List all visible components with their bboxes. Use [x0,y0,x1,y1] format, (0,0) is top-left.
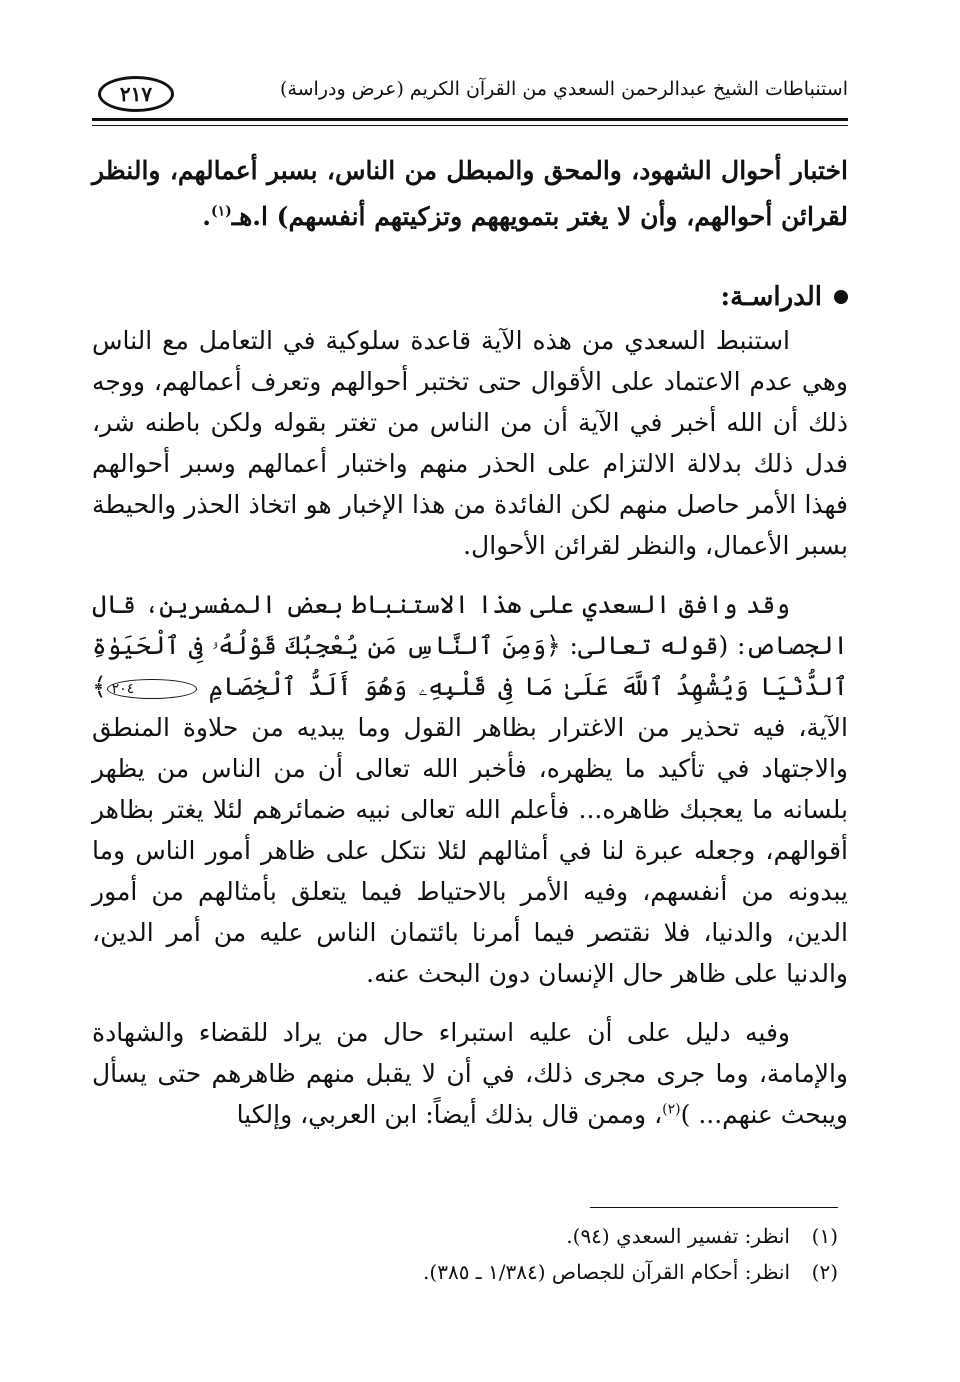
footnote-number: (٢) [811,1260,838,1284]
section-heading [92,274,848,320]
intro-paragraph [92,148,848,240]
footnote-2 [92,1254,838,1290]
intro-end: . [202,202,211,231]
intro-text: اختبار أحوال الشهود، والمحق والمبطل من الناس، بسبر أعمالهم، والنظر لقرائن أحوالهم، وأن لا يغتر بتمويههم وتزكيتهم أنفسهم) ا.هـ [92,156,848,231]
ayah-number-icon: ٢٠٤ [107,679,198,699]
footnote-separator [590,1207,838,1208]
spacer [92,566,848,584]
section-heading-text: الدراسـة: [720,282,822,312]
paragraph-3 [92,1012,848,1135]
main-text [92,148,848,1135]
paragraph-1: استنبط السعدي من هذه الآية قاعدة سلوكية في التعامل مع الناس وهي عدم الاعتماد على الأقوال حتى تختبر أحوالهم وتعرف أعمالهم، ووجه ذلك أن الله أخبر في الآية أن من الناس من تغتر بقوله ولكن باطنه شر، فدل ذلك بدلالة الالتزام على الحذر منهم واختبار أعمالهم وسبر أحوالهم فهذا الأمر حاصل منهم لكن الفائدة من هذا الإخبار هو اتخاذ الحذر والحيطة بسبر الأعمال، والنظر لقرائن الأحوال. [92,326,848,560]
running-title: استنباطات الشيخ عبدالرحمن السعدي من القرآن الكريم (عرض ودراسة) [280,78,848,100]
paragraph-3-body: وفيه دليل على أن عليه استبراء حال من يراد للقضاء والشهادة والإمامة، وما جرى مجرى ذلك، في أن لا يقبل منهم ظاهرهم حتى يسأل ويبحث عنهم... ) [92,1018,848,1129]
footnote-ref-1: (١) [211,203,232,220]
footnotes [92,1218,838,1290]
footnote-number: (١) [811,1224,838,1248]
page-header [92,72,848,122]
paragraph-2-intro: وقد وافق السعدي على هذا الاستنباط بعض المفسرين، قال الجصاص: (قوله تعالى: [92,590,848,660]
spacer [92,994,848,1012]
quran-verse: ﴿وَمِنَ ٱلنَّاسِ مَن يُعْجِبُكَ قَوْلُهُۥ فِى ٱلْحَيَوٰةِ ٱلدُّنْيَا وَيُشْهِدُ ٱللَّهَ عَلَىٰ مَا فِى قَلْبِهِۦ وَهُوَ أَلَدُّ ٱلْخِصَامِ [92,631,848,701]
footnote-ref-2: (٢) [662,1101,681,1118]
header-rule-thin [92,125,848,126]
quran-close: ﴾ [92,672,107,701]
header-rule-thick [92,118,848,121]
paragraph-2 [92,584,848,994]
page-number: ٢١٧ [98,76,174,112]
paragraph-2-body: الآية، فيه تحذير من الاغترار بظاهر القول وما يبديه من حلاوة المنطق والاجتهاد في تأكيد ما يظهره، فأخبر الله تعالى أن من الناس من يظهر بلسانه ما يعجبك ظاهره... فأعلم الله تعالى نبيه ضمائرهم لئلا يغتر بظاهر أقوالهم، وجعله عبرة لنا في أمثالهم لئلا نتكل على ظاهر أمور الناس وما يبدونه من أنفسهم، وفيه الأمر بالاحتياط فيما يتعلق بأمثالهم من أمور الدين، والدنيا، فلا نقتصر فيما أمرنا بائتمان الناس عليه من أمر الدين، والدنيا على ظاهر حال الإنسان دون البحث عنه. [92,713,848,988]
bullet-icon [834,290,848,304]
footnote-text: انظر: أحكام القرآن للجصاص (١/٣٨٤ ـ ٣٨٥). [423,1260,790,1284]
paragraph-3-tail: ، وممن قال بذلك أيضاً: ابن العربي، وإلكيا [236,1100,663,1129]
footnote-1 [92,1218,838,1254]
footnote-text: انظر: تفسير السعدي (٩٤). [566,1224,790,1248]
spacer [92,240,848,274]
